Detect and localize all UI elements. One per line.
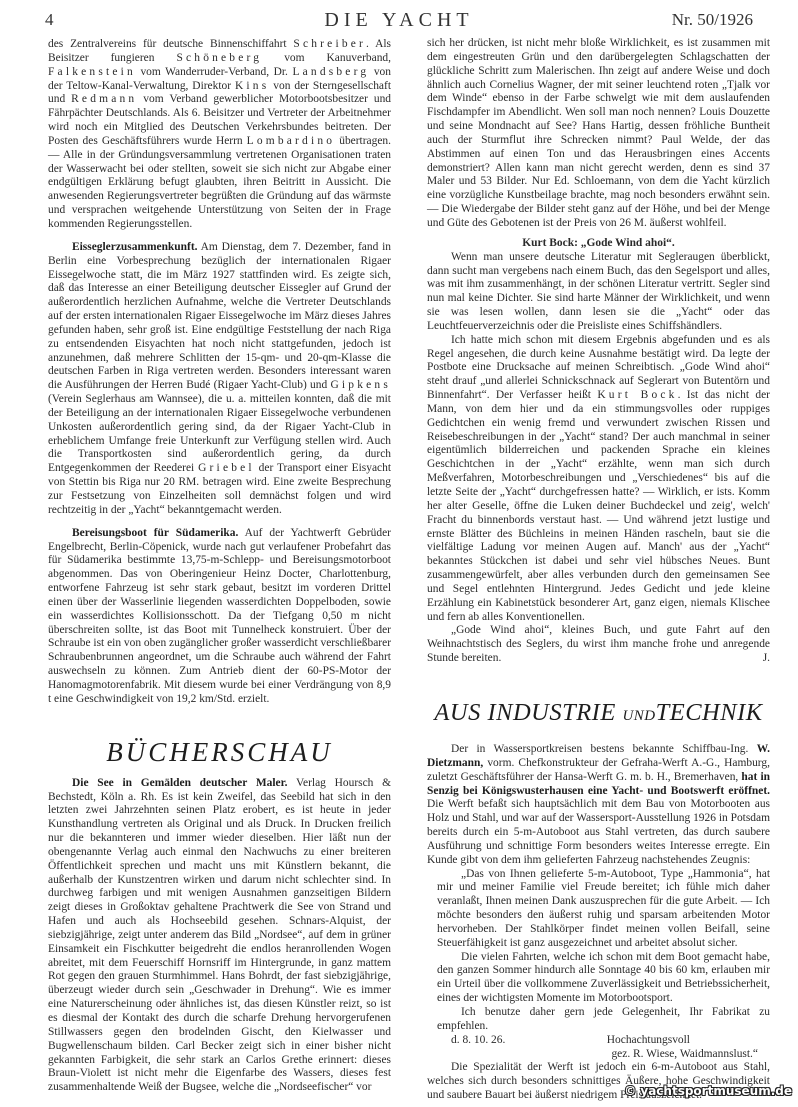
highlight-text: hat in Senzig bei Königswusterhausen eine Yacht- und Bootswerft eröffnet. <box>427 770 770 797</box>
right-column <box>427 37 770 1103</box>
person-name: Schöneberg <box>176 51 263 64</box>
author-name: Kurt Bock <box>597 389 678 402</box>
testimonial-quote-p1: „Das von Ihnen gelieferte 5-m-Autoboot, Type „Hammonia“, hat mir und meiner Familie viel Freude bereitet; ich fühle mich daher veranlaßt, Ihnen meinen Dank auszusprechen für die gute Arbeit. — Ich möchte besonders den äußerst ruhig und sparsam arbeitenden Motor hervorheben. Der Stahlkörper findet meinen vollen Beifall, seine Steuerfähigkeit ist ganz ausgezeichnet und arbeitet absolut sicher. <box>437 867 770 949</box>
company-name: Griebel <box>198 462 255 475</box>
article-heading: Eisseglerzusammenkunft. <box>72 240 198 253</box>
article-bereisungsboot: Bereisungsboot für Südamerika. Auf der Yachtwerft Gebrüder Engelbrecht, Berlin-Cöpenick, wurde nach gut verlaufener Probefahrt das für Südamerika bestimmte 13,75-m-Schlepp- und Bereisungsmotorboot abgenommen. Das von Oberingenieur Heinz Docter, Charlottenburg, entworfene Fahrzeug ist sehr stark gebaut, besitzt im vorderen Drittel einen über der Wasserlinie liegenden wasserdichten Doppelboden, sowie ein wasserdichtes Kollisionsschott. Da der Tiefgang 0,50 m nicht überschreiten sollte, ist das Boot mit Tunnelheck konstruiert. Über der Schraube ist ein von oben zugänglicher großer wasserdicht verschließbarer Schraubenbrunnen angeordnet, um die Schraube auch während der Fahrt auswechseln zu können. Zum Antrieb dient der 60-PS-Motor der Hanomagmotorenfabrik. Mit diesem wurde bei einer Verdrängung von 8,9 t eine Geschwindigkeit von 19,2 km/Std. erzielt. <box>48 526 391 705</box>
person-name: Falkenstein <box>48 65 136 78</box>
watermark-copyright: © yachtsportmuseum.de <box>624 1084 792 1098</box>
review-heading-gode-wind: Kurt Bock: „Gode Wind ahoi“. <box>522 236 675 249</box>
testimonial-closing: Hochachtungsvoll <box>606 1033 690 1046</box>
article-wasserwacht-continued: des Zentralvereins für deutsche Binnenschiffahrt Schreiber. Als Beisitzer fungieren Schöneberg vom Kanuverband, Falkenstein vom Wanderruder-Verband, Dr. Landsberg von der Teltow-Kanal-Verwaltung, Direktor Kins von der Sterngesellschaft und Redmann vom Verband gewerblicher Motorbootsbesitzer und Fährpächter Deutschlands. Als 6. Beisitzer und Vertreter der Arbeitnehmer wird noch ein Mitglied des Deutschen Verkehrsbundes beitreten. Der Posten des Geschäftsführers wurde Herrn Lombardino übertragen. — Alle in der Gründungsversammlung vertretenen Organisationen traten der Wasserwacht bei oder stellten, soweit sie sich nicht zur Abgabe einer endgültigen Erklärung befugt glaubten, ihren Beitritt in Aussicht. Die anwesenden Regierungsvertreter begrüßten die Gründung auf das wärmste und versprachen weitgehende Unterstützung von Seiten der in Frage kommenden Regierungsstellen. <box>48 38 392 230</box>
review-see-in-gemaelden: Die See in Gemälden deutscher Maler. Verlag Hoursch & Bechstedt, Köln a. Rh. Es ist kein Zweifel, das Seebild hat sich in den letzten zwei Jahrzehnten seinen Platz erobert, es ist heute in jeder Kunsthandlung vertreten als Original und als Druck. In Drucken freilich nur die bekannteren und immer wieder dieselben. Hier läßt nun der obengenannte Verlag auch einmal den Nachwuchs zu einer breiteren Öffentlichkeit sprechen und macht uns mit Künstlern bekannt, die außerhalb der Kunstzentren wirken und darum nicht schlechter sind. In durchweg farbigen und mit wenigen Ausnahmen ganzseitigen Bildern zeigt dieses in Großoktav gehaltene Prachtwerk die See von Strand und Hafen und auch als Hochseebild gesehen. Schnars-Alquist, der siebzigjährige, zeigt unter anderem das Bild „Nordsee“, auf dem in grüner Einsamkeit ein Fischkutter beigedreht die endlos heranrollenden Wogen abreitet, mit dem Feuerschiff Hornsriff im Hintergrunde, in ganz mattem Rot gegen den grauen Sturmhimmel. Hans Bohrdt, der fast siebzigjährige, überzeugt wieder durch sein „Geschwader in Drehung“. Wie es immer eine Naturerscheinung oder ähnliches ist, das diesen Künstler reizt, so ist es diesmal der Kontakt des durch die scharfe Drehung hervorgerufenen Stillwassers gegen den brodelnden Gischt, den Kielwasser und Bugwellenschaum bilden. Carl Becker zeigt sich in einer bisher nicht gekannten Farbigkeit, die sehr stark an Carlos Grethe erinnert: dieses Braun-Violett ist nicht mehr die Eigenfarbe des Wassers, dieses fest zusammenhaltende Weiß der Bugsee, welche die „Nordseefischer“ vor <box>48 776 391 1094</box>
person-name: W. Dietzmann, <box>427 742 770 769</box>
person-name: Schreiber <box>293 38 367 50</box>
person-name: Kins <box>234 79 270 92</box>
left-column <box>48 38 391 1095</box>
person-name: Lombardino <box>246 134 336 147</box>
review-see-in-gemaelden-continued: sich her drücken, ist nicht mehr bloße Wirklichkeit, es ist zusammen mit dem eingestreuten Grün und den darübergelegten Schlagschatten der glückliche Schritt zum Malerischen. Ihn zeigt auf andere Weise und doch ähnlich auch Cornelius Wagner, der mit seiner leuchtend roten „Tjalk vor dem Winde“ ebenso in der Farbe schwelgt wie mit dem auslaufenden Fischdampfer im Abendlicht. Wen soll man noch nennen? Louis Douzette und seine Mondnacht auf See? Hans Hartig, dessen fröhliche Buntheit auch der Sturmflut ihre Schrecken nimmt? Paul Welde, der das Abstimmen auf einen Ton und das Herausbringen eines Accents demonstriert? Allen kann man nicht gerecht werden, denn es sind 37 Maler und 53 Bilder. Nur Ed. Schloemann, von dem die Yacht kürzlich eine vorzügliche Kunstbeilage brachte, mag noch besonders erwähnt sein. — Die Wiedergabe der Bilder steht ganz auf der Höhe, und bei der Menge und Güte des Gebotenen ist der Preis von 26 M. äußerst wohlfeil. <box>427 37 770 229</box>
magazine-title: DIE YACHT <box>324 9 474 31</box>
testimonial-quote-p2: Die vielen Fahrten, welche ich schon mit dem Boot gemacht habe, den ganzen Sommer hindurch alle Sonntage 40 bis 60 km, erlauben mir ein Urteil über die vollkommene Zuverlässigkeit und Betriebssicherheit, eines der wichtigsten Momente im Motorbootsport. <box>437 950 770 1005</box>
person-name: Redmann <box>71 93 138 106</box>
article-eisseglerzusammenkunft: Eisseglerzusammenkunft. Am Dienstag, dem 7. Dezember, fand in Berlin eine Vorbesprechung bezüglich der internationalen Rigaer Eissegelwoche statt, die im März 1927 stattfinden wird. Es zeigte sich, daß das Interesse an einer Beteiligung deutscher Eissegler auf Grund der außerordentlich herzlichen Aufnahme, welche die Vertreter Deutschlands auf der ersten internationalen Rigaer Eissegelwoche im März dieses Jahres gefunden haben, sehr groß ist. Eine endgültige Feststellung der nach Riga zu entsendenden Eisyachten hat noch nicht stattgefunden, jedoch ist anzunehmen, daß mehrere Schlitten der 15-qm- und 20-qm-Klasse die deutschen Farben in Riga vertreten werden. Besonders interessant waren die Ausführungen der Herren Budé (Rigaer Yacht-Club) und Gipkens (Verein Seglerhaus am Wannsee), die u. a. mitteilen konnten, daß die mit der Beteiligung an der internationalen Rigaer Eissegelwoche verbundenen Unkosten außerordentlich gering sind, da der Rigaer Yacht-Club in erheblichem Umfange freie Unterkunft zur Verfügung stellen wird. Auch die Transportkosten sind außerordentlich gering, da durch Entgegenkommen der Reederei Griebel der Transport einer Eisyacht von Stettin bis Riga nur 20 RM. betragen wird. Eine zweite Besprechung zur Festsetzung von Einzelheiten soll demnächst folgen und wird rechtzeitig in der „Yacht“ bekanntgemacht werden. <box>48 240 391 516</box>
testimonial-date: d. 8. 10. 26. <box>451 1033 506 1046</box>
testimonial-signature: gez. R. Wiese, Waidmannslust.“ <box>611 1047 758 1060</box>
article-dietzmann-closing: Die Spezialität der Werft ist jedoch ein 6-m-Autoboot aus Stahl, welches sich durch besonders schnittiges Äußere, hohe Geschwindigkeit und saubere Bauart bei äußerst niedrigem Preis auszeichnet. <box>427 1061 770 1102</box>
section-title-buecherschau: BÜCHERSCHAU <box>106 736 333 767</box>
review-gode-wind-p1: Wenn man unsere deutsche Literatur mit Segleraugen überblickt, dann sucht man vergebens nach einem Buch, das den Segelsport und alles, was mit ihm zusammenhängt, in der schönen Literatur vertritt. Segler sind nun mal keine Dichter. Sie sind harte Männer der Wirklichkeit, und wenn sie was lesen wollen, dann lesen sie die „Yacht“ oder das Leuchtfeuerverzeichnis oder die Preisliste eines Schiffshändlers. <box>427 250 770 332</box>
review-heading: Die See in Gemälden deutscher Maler. <box>72 776 288 789</box>
issue-number: Nr. 50/1926 <box>671 10 753 29</box>
section-title-industrie-technik: AUS INDUSTRIE UNDTECHNIK <box>434 698 763 726</box>
article-dietzmann: Der in Wassersportkreisen bestens bekannte Schiffbau-Ing. W. Dietzmann, vorm. Chefkonstrukteur der Gefraha-Werft A.-G., Hamburg, zuletzt Geschäftsführer der Hansa-Werft G. m. b. H., Bremerhaven, hat in Senzig bei Königswusterhausen eine Yacht- und Bootswerft eröffnet. Die Werft befaßt sich hauptsächlich mit dem Bau von Motorbooten aus Holz und Stahl, und war auf der Wassersport-Ausstellung 1926 in Potsdam bereits durch ein 5-m-Autoboot aus Stahl vertreten, das durch saubere Ausführung und schnittige Form besonders weites Interesse erregte. Ein Kunde gibt von dem ihm gelieferten Fahrzeug nachstehendes Zeugnis: <box>427 742 770 866</box>
page-header <box>0 0 798 30</box>
article-heading: Bereisungsboot für Südamerika. <box>72 526 239 539</box>
page-number: 4 <box>45 10 54 29</box>
review-gode-wind-p2: Ich hatte mich schon mit diesem Ergebnis abgefunden und es als Regel angesehen, die durch keine Ausnahme bestätigt wird. Da legte der Postbote eine Drucksache auf meinen Schreibtisch. „Gode Wind ahoi“ steht drauf „und allerlei Schnickschnack auf Seglerart von Butentörn und Binnenfahrt“. Der Verfasser heißt Kurt Bock. Ist das nicht der Mann, von dem hier und da ein stimmungsvolles oder ruppiges Gedichtchen ein wenig fremd und verwundert zwischen Rissen und Reisebeschreibungen in der „Yacht“ stand? Der auch manchmal in seiner eigentümlich bilderreichen und packenden Sprache ein kleines Geschichtchen in der „Yacht“ erzählte, wenn man sich durch Meßverfahren, Motorbeschreibungen und „Verschiedenes“ bis auf die letzte Seite der „Yacht“ durchgefressen hatte? — Wirklich, er ists. Komm her alter Geselle, öffne die Luken deiner Buchdeckel und zeig', welch' Fracht du binnenbords verstaut hast. — Und während jetzt lustige und ernste Blätter des Büchleins in meinen Händen rascheln, baut sie die vielfältige Ladung vor meinen Augen auf. Manch' aus der „Yacht“ bekanntes Stückchen ist dabei und sehr viel hübsches Neues. Bunt zusammengewürfelt, aber alles verbunden durch den gemeinsamen See und Segel entlehnten Hintergrund. Jedes Gedicht und jede kleine Erzählung ein Kabinetstück besonderer Art, ganz eigen, niemals Klischee und fern ab alles Konventionellen. <box>427 333 770 623</box>
reviewer-initial: J. <box>762 652 770 665</box>
person-name: Landsberg <box>292 65 370 78</box>
testimonial-signoff <box>427 1034 770 1048</box>
testimonial-quote-p3: Ich benutze daher gern jede Gelegenheit, Ihr Fabrikat zu empfehlen. <box>437 1006 770 1032</box>
review-gode-wind-p3: „Gode Wind ahoi“, kleines Buch, und gute Fahrt auf den Weihnachtstisch des Seglers, du wirst ihm manche frohe und anregende Stunde bereiten. J. <box>427 624 770 665</box>
person-name: Gipkens <box>330 379 391 392</box>
